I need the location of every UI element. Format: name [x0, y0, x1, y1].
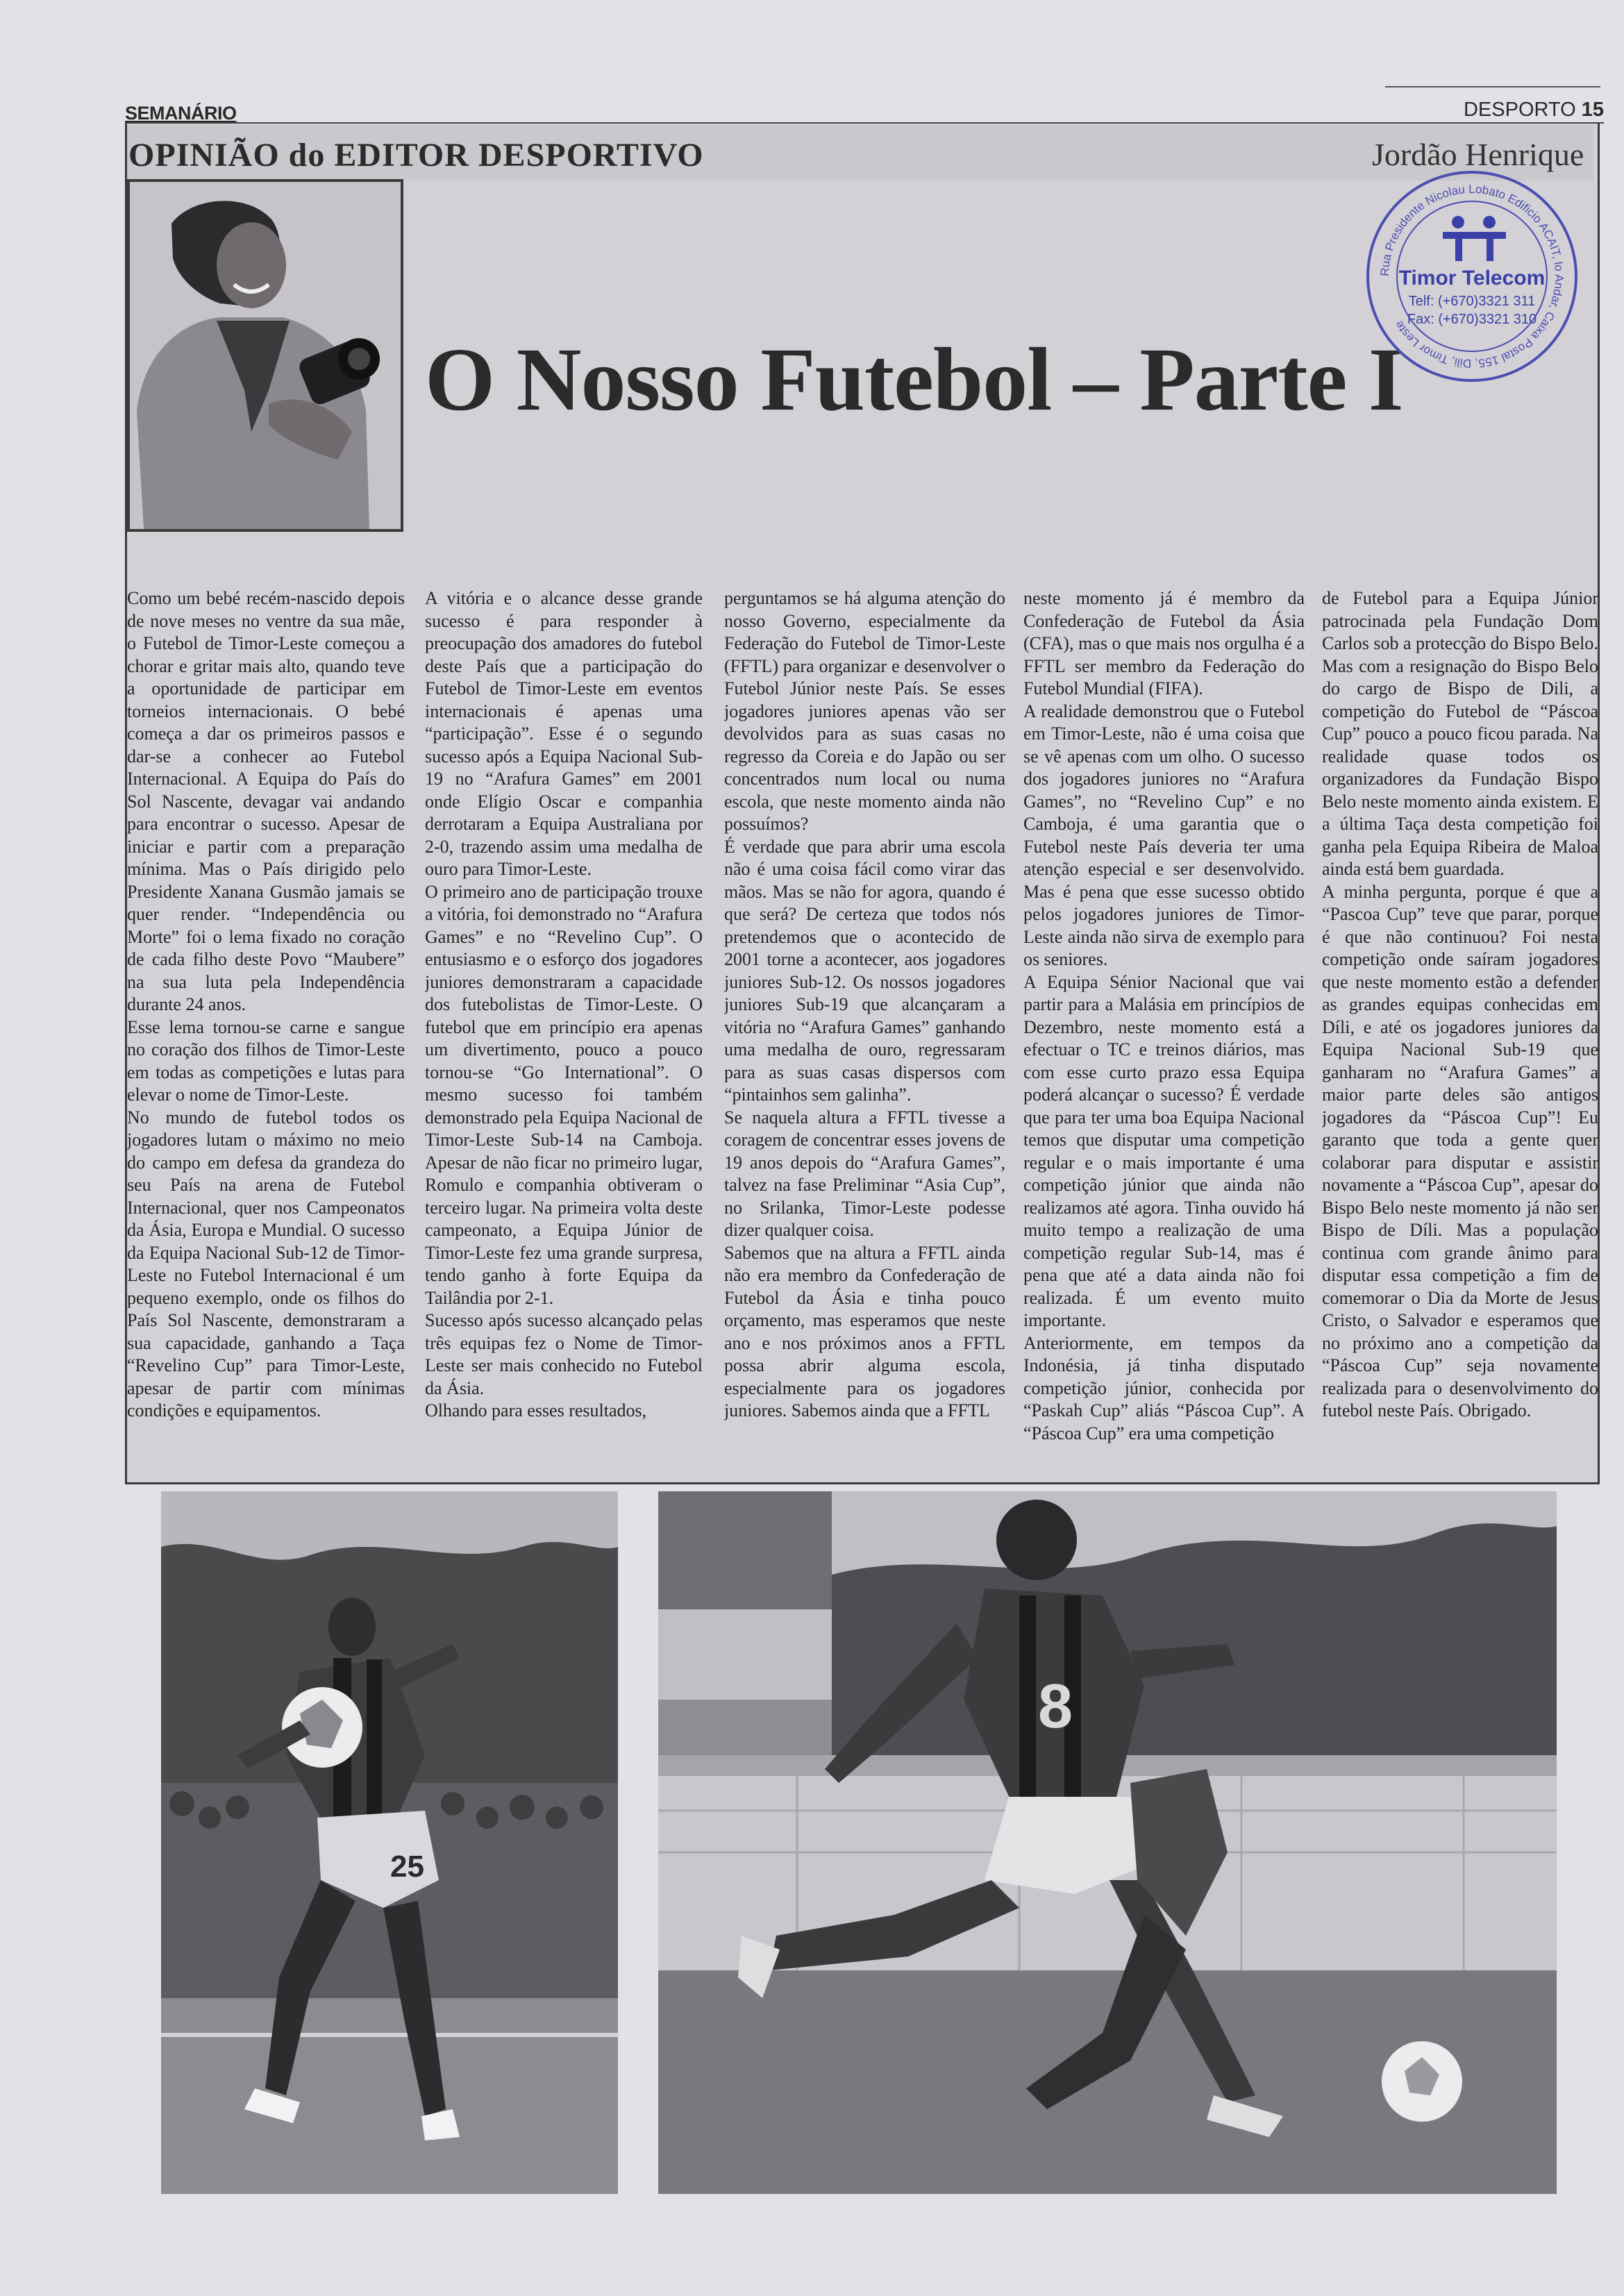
- author-name: Jordão Henrique: [1372, 137, 1584, 172]
- portrait-image: [130, 182, 401, 529]
- section-title: OPINIÃO do EDITOR DESPORTIVO: [128, 137, 704, 174]
- timor-telecom-stamp: [1361, 165, 1583, 387]
- article-column-3: perguntamos se há alguma atenção do nosso Governo, especialmente da Federação do Futebol de Timor-Leste (FFTL) para organizar e desenvolver o Futebol Júnior neste País. Se esses jogadores juniores apenas vão ser devolvidos para as suas casas no regresso da Coreia e do Japão ou ser concentrados num local ou numa escola, que neste momento ainda não possuímos? É verdade que para abrir uma escola não é uma coisa fácil como virar das mãos. Mas se não for agora, quando é que será? De certeza que todos nós pretendemos que o acontecido de 2001 torne a acontecer, aos jogadores juniores Sub-12. Os nossos jogadores juniores Sub-19 que alcançaram a vitória no “Arafura Games” ganhando uma medalha de ouro, regressaram para as suas casas dispersos com “pintainhos sem galinha”. Se naquela altura a FFTL tivesse a coragem de concentrar esses jovens de 19 anos depois do “Arafura Games”, talvez na fase Preliminar “Asia Cup”, no Srilanka, Timor-Leste podesse dizer qualquer coisa. Sabemos que na altura a FFTL ainda não era membro da Confederação de Futebol da Ásia e tinha pouco orçamento, mas esperamos que neste ano e nos próximos anos a FFTL possa abrir alguma escola, especialmente para os jogadores juniores. Sabemos ainda que a FFTL: [724, 588, 1005, 1421]
- section-name: DESPORTO: [1463, 99, 1576, 121]
- football-photo-left: [161, 1491, 618, 2194]
- stamp-brand: Timor Telecom: [1398, 267, 1546, 290]
- masthead: [125, 99, 1604, 124]
- ghost-print: [680, 177, 1375, 260]
- football-photo-right: [658, 1491, 1557, 2194]
- editor-portrait: [127, 179, 403, 532]
- article-column-1: Como um bebé recém-nascido depois de nove meses no ventre da sua mãe, o Futebol de Timor-Leste começou a chorar e gritar mais alto, quando teve a oportunidade de participar em torneios internacionais. O bebé começa a dar os primeiros passos e dar-se a conhecer ao Futebol Internacional. A Equipa do País do Sol Nascente, devagar vai andando para encontrar o sucesso. Apesar de iniciar e partir com a preparação mínima. Mas o País dirigido pelo Presidente Xanana Gusmão jamais se quer render. “Independência ou Morte” foi o lema fixado no coração de cada filho deste Povo “Maubere” na sua luta pela Independência durante 24 anos. Esse lema tornou-se carne e sangue no coração dos filhos de Timor-Leste em todas as competições e lutas para elevar o nome de Timor-Leste. No mundo de futebol todos os jogadores lutam o máximo no meio do campo em defesa da grandeza do seu País na arena de Futebol Internacional, quer nos Campeonatos da Ásia, Europa e Mundial. O sucesso da Equipa Nacional Sub-12 de Timor-Leste no Futebol Internacional é um pequeno exemplo, onde os filhos do País Sol Nascente, demonstraram a sua capacidade, ganhando a Taça “Revelino Cup” para Timor-Leste, apesar de partir com mínimas condições e equipamentos.: [127, 588, 405, 1421]
- football-photo-left-image: [161, 1491, 618, 2194]
- telecom-logo-icon: [1443, 216, 1506, 261]
- article-column-5: de Futebol para a Equipa Júnior patrocinada pela Fundação Dom Carlos sob a protecção do Bispo Belo. Mas com a resignação do Bispo Belo do cargo de Bispo de Dili, a competição do Futebol de “Páscoa Cup” pouco a pouco ficou parada. Na realidade quase todos os organizadores da Fundação Bispo Belo neste momento ainda existem. E a última Taça desta competição foi ganha pela Equipa Ribeira de Maloa ainda está bem guardada. A minha pergunta, porque é que a “Pascoa Cup” teve que parar, porque é que não continuou? Foi nesta competição onde saíram jogadores que neste momento estão a defender as grandes equipas conhecidas em Díli, e até os jogadores juniores da Equipa Nacional Sub-19 que ganharam no “Arafura Games” a maior parte deles são antigos jogadores da “Páscoa Cup”! Eu garanto que toda a gente quer colaborar para disputar e assistir novamente a “Páscoa Cup”, apesar do Bispo Belo neste momento já não ser Bispo de Díli. Mas a população continua com grande ânimo para disputar essa competição a fim de comemorar o Dia da Morte de Jesus Cristo, o Salvador e esperamos que no próximo ano a competição da “Páscoa Cup” seja novamente realizada para o desenvolvimento do futebol neste País. Obrigado.: [1322, 588, 1598, 1421]
- page-number: 15: [1581, 99, 1604, 121]
- stamp-address: Rua Presidente Nicolau Lobato Edificio ACAIT, lo Andar, Caixa Postal 155, Dili, Timor Leste: [1378, 182, 1566, 371]
- right-jersey-number: 8: [1037, 1672, 1073, 1741]
- article-column-4: neste momento já é membro da Confederação de Futebol da Ásia (CFA), mas o que mais nos orgulha é a FFTL ser membro da Federação do Futebol Mundial (FIFA). A realidade demonstrou que o Futebol em Timor-Leste, não é uma coisa que se vê apenas com um olho. O sucesso dos jogadores juniores no “Arafura Games”, no “Revelino Cup” e no Camboja, é uma garantia que o Futebol neste País deveria ter uma atenção especial e ser desenvolvido. Mas é pena que esse sucesso obtido pelos jogadores juniores de Timor-Leste ainda não sirva de exemplo para os seniores. A Equipa Sénior Nacional que vai partir para a Malásia em princípios de Dezembro, neste momento está a efectuar o TC e treinos diários, mas com esse curto prazo essa Equipa poderá alcançar o sucesso? É verdade que para ter uma boa Equipa Nacional temos que disputar uma competição regular e o mais importante é uma competição júnior que ainda não realizamos até agora. Tinha ouvido há muito tempo a realização de uma competição regular Sub-14, mas é pena que até a data ainda não foi realizada. É um evento muito importante. Anteriormente, em tempos da Indonésia, já tinha disputado competição júnior, conhecida por “Paskah Cup” aliás “Páscoa Cup”. A “Páscoa Cup” era uma competição: [1023, 588, 1305, 1443]
- top-rule: [1385, 86, 1600, 87]
- left-jersey-number: 25: [390, 1850, 424, 1884]
- headline: O Nosso Futebol – Parte I: [425, 330, 1403, 430]
- paper-name: SEMANÁRIO: [125, 103, 237, 124]
- page-label: [1464, 99, 1604, 121]
- stamp-telephone: Telf: (+670)3321 311: [1408, 294, 1536, 309]
- football-photo-right-image: [658, 1491, 1557, 2194]
- stamp-fax: Fax: (+670)3321 310: [1407, 312, 1537, 327]
- article-column-2: A vitória e o alcance desse grande sucesso é para responder à preocupação dos amadores do futebol deste País que a participação do Futebol de Timor-Leste em eventos internacionais é apenas uma “participação”. Esse é o segundo sucesso após a Equipa Nacional Sub-19 no “Arafura Games” em 2001 onde Elígio Oscar e companhia derrotaram a Equipa Australiana por 2-0, trazendo assim uma medalha de ouro para Timor-Leste. O primeiro ano de participação trouxe a vitória, foi demonstrado no “Arafura Games” e no “Revelino Cup”. O entusiasmo e o esforço dos jogadores juniores demonstraram a capacidade dos futebolistas de Timor-Leste. O futebol que em princípio era apenas um divertimento, pouco a pouco tornou-se “Go International”. O mesmo sucesso foi também demonstrado pela Equipa Nacional de Timor-Leste Sub-14 na Camboja. Apesar de não ficar no primeiro lugar, Romulo e companhia obtiveram o terceiro lugar. Na primeira volta deste campeonato, a Equipa Júnior de Timor-Leste fez uma grande surpresa, tendo ganho à forte Equipa da Tailândia por 2-1. Sucesso após sucesso alcançado pelas três equipas fez o Nome de Timor-Leste ser mais conhecido no Futebol da Ásia. Olhando para esses resultados,: [425, 588, 703, 1421]
